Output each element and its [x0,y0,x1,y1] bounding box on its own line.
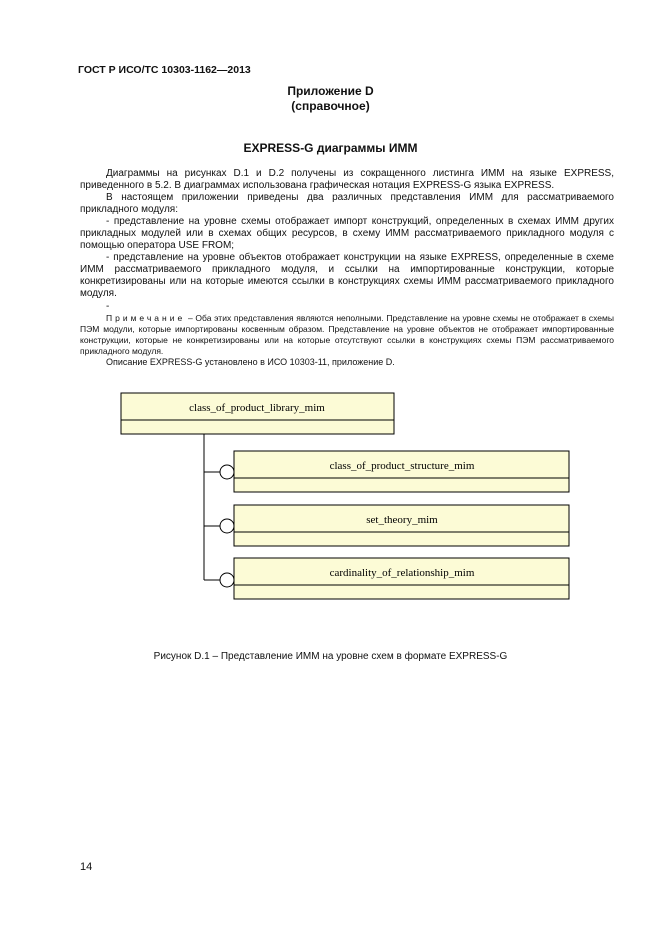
schema-box-used-1-footer [234,478,569,492]
paragraph-2: В настоящем приложении приведены два различных представления ИММ для рассматриваемого прикладного модуля: [80,192,614,215]
schema-box-main [121,393,394,434]
section-title: EXPRESS-G диаграммы ИММ [243,141,418,155]
figure-caption: Рисунок D.1 – Представление ИММ на уровне схем в формате EXPRESS-G [153,651,508,662]
page-number: 14 [80,861,93,873]
use-from-circle-icon [220,465,234,479]
note-dash: – [187,313,193,323]
paragraph-schema-level: - представление на уровне схемы отображает импорт конструкций, определенных в схемах ИММ других прикладных модулей или в схемах общих ресурсов, в схему ИММ рассматриваемого прикладного модуля с помощью оператора USE FROM; [80,216,614,251]
note-label: Примечание [106,313,186,323]
paragraph-reference: Описание EXPRESS-G установлено в ИСО 10303-11, приложение D. [106,357,395,367]
stray-dash: - [106,301,110,312]
schema-label-used-2: set_theory_mim [366,514,438,526]
schema-label-used-1: class_of_product_structure_mim [329,460,475,472]
use-from-circle-icon [220,573,234,587]
schema-label-main: class_of_product_library_mim [189,402,325,414]
note-text: Оба этих представления являются неполными. Представление на уровне схемы не отображает в схемы ПЭМ модули, которые импортированы косвенным образом. Представление на уровне объектов не отображает импортированные конструкции, которые не конкретизированы или на которые отсутствуют ссылки в конструкциях схемы ПЭМ рассматриваемого прикладного модуля. [80,313,614,356]
schema-label-used-3: cardinality_of_relationship_mim [329,567,475,579]
document-header: ГОСТ Р ИСО/ТС 10303-1162—2013 [78,64,251,76]
appendix-subtitle: (справочное) [291,99,370,113]
schema-box-main-footer [121,420,394,434]
appendix-title: Приложение D [287,84,374,98]
schema-box-used-2 [204,505,569,546]
paragraph-object-level: - представление на уровне объектов отображает конструкции на языке EXPRESS, определенные в схеме ИММ рассматриваемого прикладного модуля, и ссылки на импортированные конструкции, которые конкретизированы или на которые имеются ссылки в конструкциях схемы ИММ рассматриваемого прикладного модуля. [80,252,614,299]
paragraph-1: Диаграммы на рисунках D.1 и D.2 получены из сокращенного листинга ИММ на языке EXPRESS, приведенного в 5.2. В диаграммах использована графическая нотация EXPRESS-G языка EXPRESS. [80,168,614,191]
use-from-circle-icon [220,519,234,533]
schema-box-used-1 [204,451,569,492]
schema-box-used-2-footer [234,532,569,546]
schema-box-used-3-footer [234,585,569,599]
schema-box-used-3 [204,558,569,599]
